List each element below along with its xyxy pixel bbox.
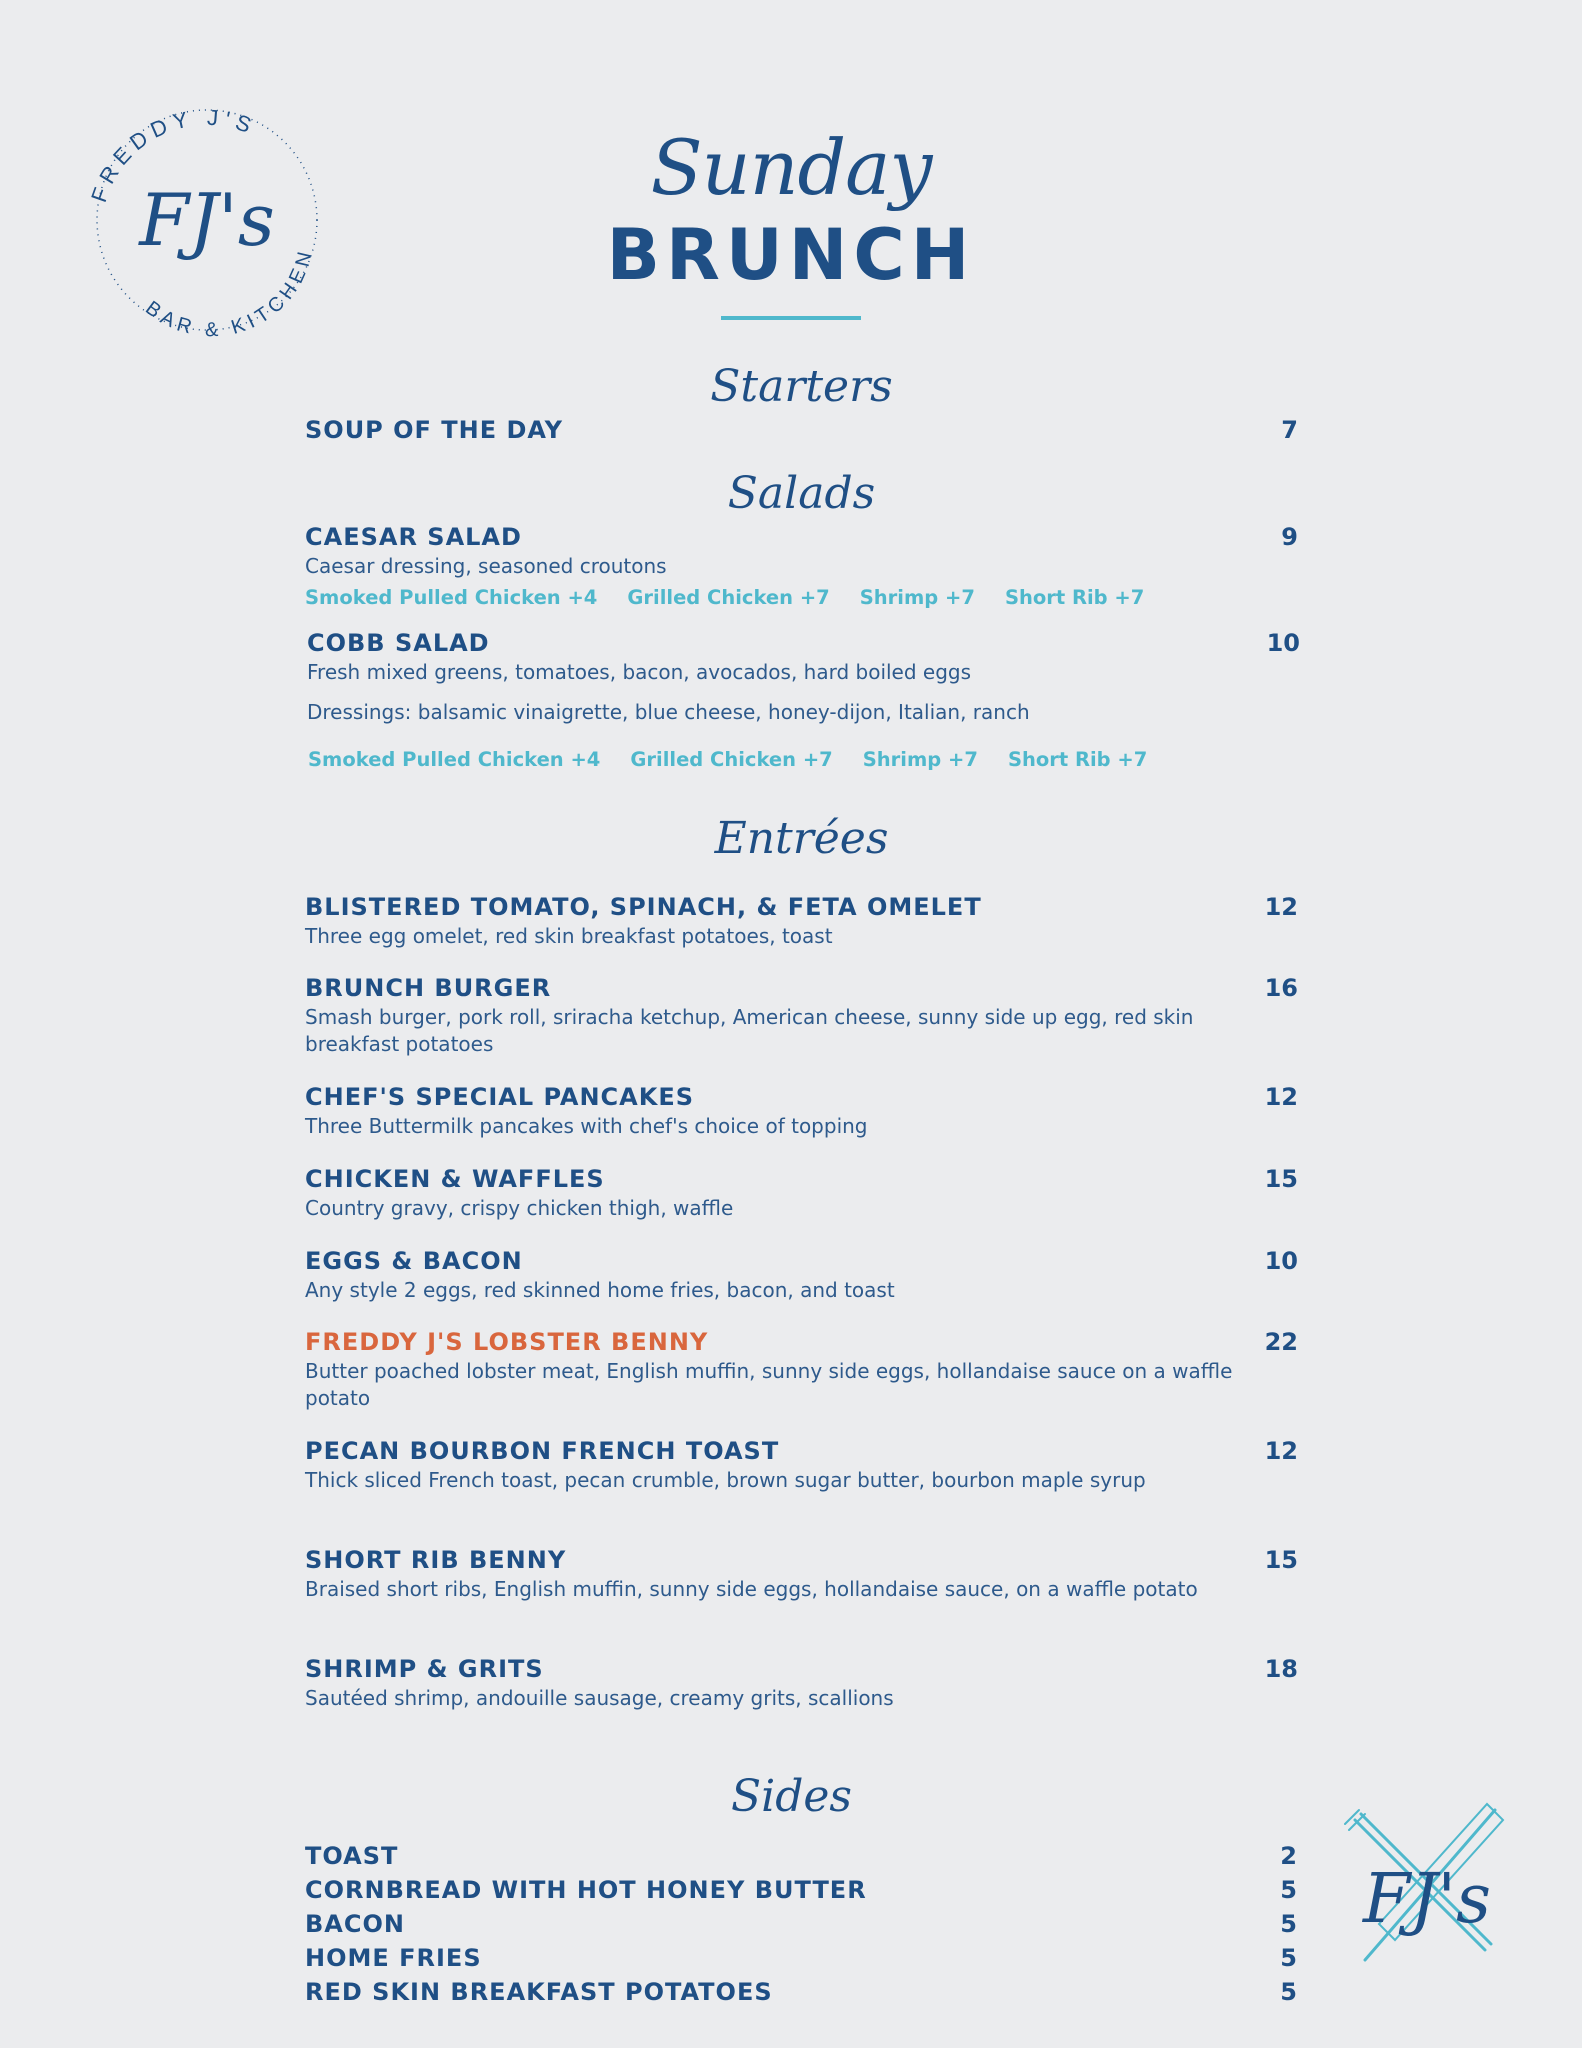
section-title-entrees: Entrées (714, 813, 889, 864)
svg-text:FJ's: FJ's (1362, 1860, 1492, 1939)
item-name: BACON (305, 1910, 405, 1938)
main-title: BRUNCH (606, 214, 976, 296)
item-name: SHRIMP & GRITS (305, 1655, 544, 1683)
item-price: 7 (1281, 416, 1298, 444)
section-title-salads: Salads (727, 468, 876, 519)
item-name: CHEF'S SPECIAL PANCAKES (305, 1083, 695, 1111)
item-price: 10 (1264, 1247, 1298, 1275)
item-description: Three Buttermilk pancakes with chef's choice of topping (305, 1114, 868, 1138)
cobb-addons (308, 748, 1301, 771)
item-name: CAESAR SALAD (305, 523, 522, 551)
menu-item (307, 629, 1300, 686)
section-title-starters: Starters (710, 361, 893, 412)
item-price: 5 (1280, 1978, 1298, 2006)
item-description: Any style 2 eggs, red skinned home fries, bacon, and toast (305, 1278, 895, 1302)
cobb-dressings: Dressings: balsamic vinaigrette, blue cheese, honey-dijon, Italian, ranch (307, 700, 1030, 724)
menu-item (305, 1655, 1298, 1712)
side-item (305, 1978, 1298, 2006)
item-price: 2 (1280, 1842, 1298, 1870)
menu-item (305, 523, 1298, 580)
script-title: Sunday (650, 123, 932, 212)
item-price: 5 (1280, 1910, 1298, 1938)
caesar-addons (305, 586, 1298, 609)
item-description: Fresh mixed greens, tomatoes, bacon, avocados, hard boiled eggs (307, 660, 972, 684)
item-price: 12 (1264, 1083, 1298, 1111)
item-description: Thick sliced French toast, pecan crumble, brown sugar butter, bourbon maple syrup (305, 1468, 1146, 1492)
item-price: 18 (1264, 1655, 1298, 1683)
item-description: Smash burger, pork roll, sriracha ketchup, American cheese, sunny side up egg, red skin breakfast potatoes (305, 1005, 1194, 1056)
svg-text:FREDDY J'S: FREDDY J'S (86, 104, 261, 206)
item-name: TOAST (305, 1842, 399, 1870)
menu-item (305, 893, 1298, 950)
side-item (305, 1842, 1298, 1870)
item-price: 10 (1266, 629, 1300, 657)
title-divider (721, 316, 861, 320)
item-price: 15 (1264, 1165, 1298, 1193)
item-name: BRUNCH BURGER (305, 974, 552, 1002)
menu-item-featured (305, 1328, 1298, 1412)
item-name: CHICKEN & WAFFLES (305, 1165, 605, 1193)
addon: Smoked Pulled Chicken +4 (305, 586, 598, 609)
menu-header (0, 123, 1582, 320)
item-price: 5 (1280, 1876, 1298, 1904)
item-name: HOME FRIES (305, 1944, 482, 1972)
addon: Grilled Chicken +7 (627, 586, 830, 609)
item-price: 15 (1264, 1546, 1298, 1574)
item-price: 12 (1264, 1437, 1298, 1465)
addon: Shrimp +7 (859, 586, 975, 609)
menu-item (305, 1165, 1298, 1222)
addon: Smoked Pulled Chicken +4 (308, 748, 601, 771)
menu-item (305, 1437, 1298, 1494)
item-description: Sautéed shrimp, andouille sausage, creamy grits, scallions (305, 1686, 894, 1710)
item-name: CORNBREAD WITH HOT HONEY BUTTER (305, 1876, 867, 1904)
item-name: SOUP OF THE DAY (305, 416, 564, 444)
menu-item (305, 1247, 1298, 1304)
addon: Short Rib +7 (1004, 586, 1145, 609)
item-name: FREDDY J'S LOBSTER BENNY (305, 1328, 709, 1356)
item-price: 5 (1280, 1944, 1298, 1972)
item-name: RED SKIN BREAKFAST POTATOES (305, 1978, 773, 2006)
item-price: 12 (1264, 893, 1298, 921)
item-description: Caesar dressing, seasoned croutons (305, 554, 667, 578)
menu-item (305, 1546, 1298, 1603)
item-description: Butter poached lobster meat, English muffin, sunny side eggs, hollandaise sauce on a waffle potato (305, 1359, 1233, 1410)
section-title-sides: Sides (731, 1771, 852, 1822)
item-description: Braised short ribs, English muffin, sunny side eggs, hollandaise sauce, on a waffle potato (305, 1577, 1198, 1601)
svg-text:FJ's: FJ's (139, 178, 275, 262)
menu-item (305, 416, 1298, 444)
item-name: BLISTERED TOMATO, SPINACH, & FETA OMELET (305, 893, 982, 921)
side-item (305, 1910, 1298, 1938)
item-name: COBB SALAD (307, 629, 490, 657)
side-item (305, 1944, 1298, 1972)
item-price: 22 (1264, 1328, 1298, 1356)
item-description: Three egg omelet, red skin breakfast potatoes, toast (305, 924, 833, 948)
fjs-utensils-logo (1335, 1800, 1515, 1980)
item-name: SHORT RIB BENNY (305, 1546, 567, 1574)
addon: Shrimp +7 (862, 748, 978, 771)
item-price: 9 (1281, 523, 1298, 551)
svg-text:BAR & KITCHEN: BAR & KITCHEN (141, 245, 318, 342)
item-name: EGGS & BACON (305, 1247, 523, 1275)
item-name: PECAN BOURBON FRENCH TOAST (305, 1437, 780, 1465)
side-item (305, 1876, 1298, 1904)
addon: Short Rib +7 (1007, 748, 1148, 771)
addon: Grilled Chicken +7 (630, 748, 833, 771)
item-price: 16 (1264, 974, 1298, 1002)
menu-item (305, 1083, 1298, 1140)
item-description: Country gravy, crispy chicken thigh, waffle (305, 1196, 734, 1220)
menu-item (305, 974, 1298, 1058)
